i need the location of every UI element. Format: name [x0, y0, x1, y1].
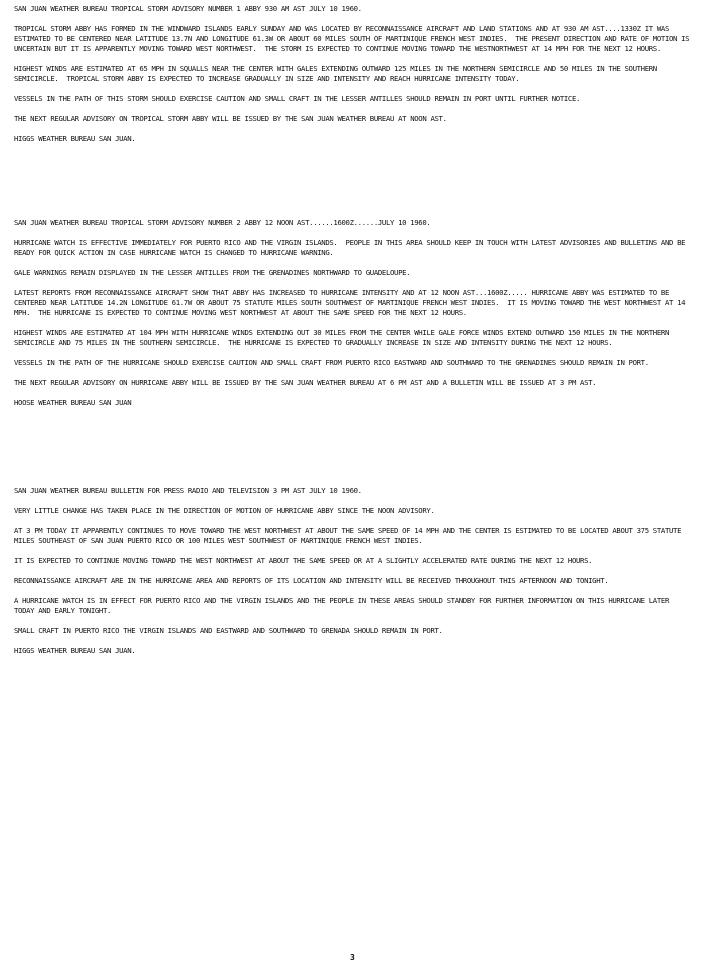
advisory-2-paragraph-1: HURRICANE WATCH IS EFFECTIVE IMMEDIATELY FOR PUERTO RICO AND THE VIRGIN ISLANDS. PEOPLE IN THIS AREA SHOULD KEEP IN TOUCH WITH LATEST ADVISORIES AND BULLETINS AND BE READY FOR QUICK ACTION IN CASE HURRICANE WATCH IS CHANGED TO HURRICANE WARNING. [14, 238, 690, 257]
bulletin-3pm [14, 486, 690, 656]
advisory-2 [14, 218, 690, 408]
advisory-2-paragraph-5: VESSELS IN THE PATH OF THE HURRICANE SHOULD EXERCISE CAUTION AND SMALL CRAFT FROM PUERTO RICO EASTWARD AND SOUTHWARD TO THE GRENADINES SHOULD REMAIN IN PORT. [14, 358, 649, 367]
advisory-2-paragraph-2: GALE WARNINGS REMAIN DISPLAYED IN THE LESSER ANTILLES FROM THE GRENADINES NORTHWARD TO GUADELOUPE. [14, 268, 411, 277]
advisory-1-heading: SAN JUAN WEATHER BUREAU TROPICAL STORM ADVISORY NUMBER 1 ABBY 930 AM AST JULY 10 1960. [14, 4, 362, 13]
bulletin-heading: SAN JUAN WEATHER BUREAU BULLETIN FOR PRESS RADIO AND TELEVISION 3 PM AST JULY 10 1960. [14, 486, 362, 495]
bulletin-paragraph-1: VERY LITTLE CHANGE HAS TAKEN PLACE IN THE DIRECTION OF MOTION OF HURRICANE ABBY SINCE THE NOON ADVISORY. [14, 506, 435, 515]
advisory-1-paragraph-3: VESSELS IN THE PATH OF THIS STORM SHOULD EXERCISE CAUTION AND SMALL CRAFT IN THE LESSER ANTILLES SHOULD REMAIN IN PORT UNTIL FURTHER NOTICE. [14, 94, 581, 103]
advisory-2-heading: SAN JUAN WEATHER BUREAU TROPICAL STORM ADVISORY NUMBER 2 ABBY 12 NOON AST......1600Z......JULY 10 1960. [14, 218, 431, 227]
advisory-1-paragraph-2: HIGHEST WINDS ARE ESTIMATED AT 65 MPH IN SQUALLS NEAR THE CENTER WITH GALES EXTENDING OUTWARD 125 MILES IN THE NORTHERN SEMICIRCLE AND 50 MILES IN THE SOUTHERN SEMICIRCLE. TROPICAL STORM ABBY IS EXPECTED TO INCREASE GRADUALLY IN SIZE AND INTENSITY AND REACH HURRICANE INTENSITY TODAY. [14, 64, 661, 83]
bulletin-paragraph-5: A HURRICANE WATCH IS IN EFFECT FOR PUERTO RICO AND THE VIRGIN ISLANDS AND THE PEOPLE IN THESE AREAS SHOULD STANDBY FOR FURTHER INFORMATION ON THIS HURRICANE LATER TODAY AND EARLY TONIGHT. [14, 596, 674, 615]
advisory-1-paragraph-1: TROPICAL STORM ABBY HAS FORMED IN THE WINDWARD ISLANDS EARLY SUNDAY AND WAS LOCATED BY RECONNAISSANCE AIRCRAFT AND LAND STATIONS AND AT 930 AM AST....1330Z IT WAS ESTIMATED TO BE CENTERED NEAR LATITUDE 13.7N AND LONGITUDE 61.3W OR ABOUT 60 MILES SOUTH OF MARTINIQUE FRENCH WEST INDIES. THE PRESENT DIRECTION AND RATE OF MOTION IS UNCERTAIN BUT IT IS APPARENTLY MOVING TOWARD WEST NORTHWEST. THE STORM IS EXPECTED TO CONTINUE MOVING TOWARD THE WESTNORTHWEST AT 14 MPH FOR THE NEXT 12 HOURS. [14, 24, 694, 53]
advisory-1-signature: HIGGS WEATHER BUREAU SAN JUAN. [14, 134, 136, 143]
page-number: 3 [350, 953, 355, 962]
advisory-2-paragraph-4: HIGHEST WINDS ARE ESTIMATED AT 104 MPH WITH HURRICANE WINDS EXTENDING OUT 30 MILES FROM THE CENTER WHILE GALE FORCE WINDS EXTEND OUTWARD 150 MILES IN THE NORTHERN SEMICIRCLE AND 75 MILES IN THE SOUTHERN SEMICIRCLE. THE HURRICANE IS EXPECTED TO GRADUALLY INCREASE IN SIZE AND INTENSITY DURING THE NEXT 12 HOURS. [14, 328, 674, 347]
advisory-2-paragraph-3: LATEST REPORTS FROM RECONNAISSANCE AIRCRAFT SHOW THAT ABBY HAS INCREASED TO HURRICANE INTENSITY AND AT 12 NOON AST...1600Z..... HURRICANE ABBY WAS ESTIMATED TO BE CENTERED NEAR LATITUDE 14.2N LONGITUDE 61.7W OR ABOUT 75 STATUTE MILES SOUTH SOUTHWEST OF MARTINIQUE FRENCH WEST INDIES. IT IS MOVING TOWARD THE WEST NORTHWEST AT 14 MPH. THE HURRICANE IS EXPECTED TO CONTINUE MOVING WEST NORTHWEST AT ABOUT THE SAME SPEED FOR THE NEXT 12 HOURS. [14, 288, 690, 317]
advisory-2-paragraph-6: THE NEXT REGULAR ADVISORY ON HURRICANE ABBY WILL BE ISSUED BY THE SAN JUAN WEATHER BUREAU AT 6 PM AST AND A BULLETIN WILL BE ISSUED AT 3 PM AST. [14, 378, 597, 387]
advisory-1-paragraph-4: THE NEXT REGULAR ADVISORY ON TROPICAL STORM ABBY WILL BE ISSUED BY THE SAN JUAN WEATHER BUREAU AT NOON AST. [14, 114, 447, 123]
bulletin-paragraph-3: IT IS EXPECTED TO CONTINUE MOVING TOWARD THE WEST NORTHWEST AT ABOUT THE SAME SPEED OR AT A SLIGHTLY ACCELERATED RATE DURING THE NEXT 12 HOURS. [14, 556, 593, 565]
bulletin-paragraph-2: AT 3 PM TODAY IT APPARENTLY CONTINUES TO MOVE TOWARD THE WEST NORTHWEST AT ABOUT THE SAME SPEED OF 14 MPH AND THE CENTER IS ESTIMATED TO BE LOCATED ABOUT 375 STATUTE MILES SOUTHEAST OF SAN JUAN PUERTO RICO OR 100 MILES WEST SOUTHWEST OF MARTINIQUE FRENCH WEST INDIES. [14, 526, 686, 545]
bulletin-paragraph-4: RECONNAISSANCE AIRCRAFT ARE IN THE HURRICANE AREA AND REPORTS OF ITS LOCATION AND INTENSITY WILL BE RECEIVED THROUGHOUT THIS AFTERNOON AND TONIGHT. [14, 576, 609, 585]
bulletin-paragraph-6: SMALL CRAFT IN PUERTO RICO THE VIRGIN ISLANDS AND EASTWARD AND SOUTHWARD TO GRENADA SHOULD REMAIN IN PORT. [14, 626, 443, 635]
advisory-2-signature: HOOSE WEATHER BUREAU SAN JUAN [14, 398, 132, 407]
bulletin-signature: HIGGS WEATHER BUREAU SAN JUAN. [14, 646, 136, 655]
advisory-1 [14, 4, 694, 144]
